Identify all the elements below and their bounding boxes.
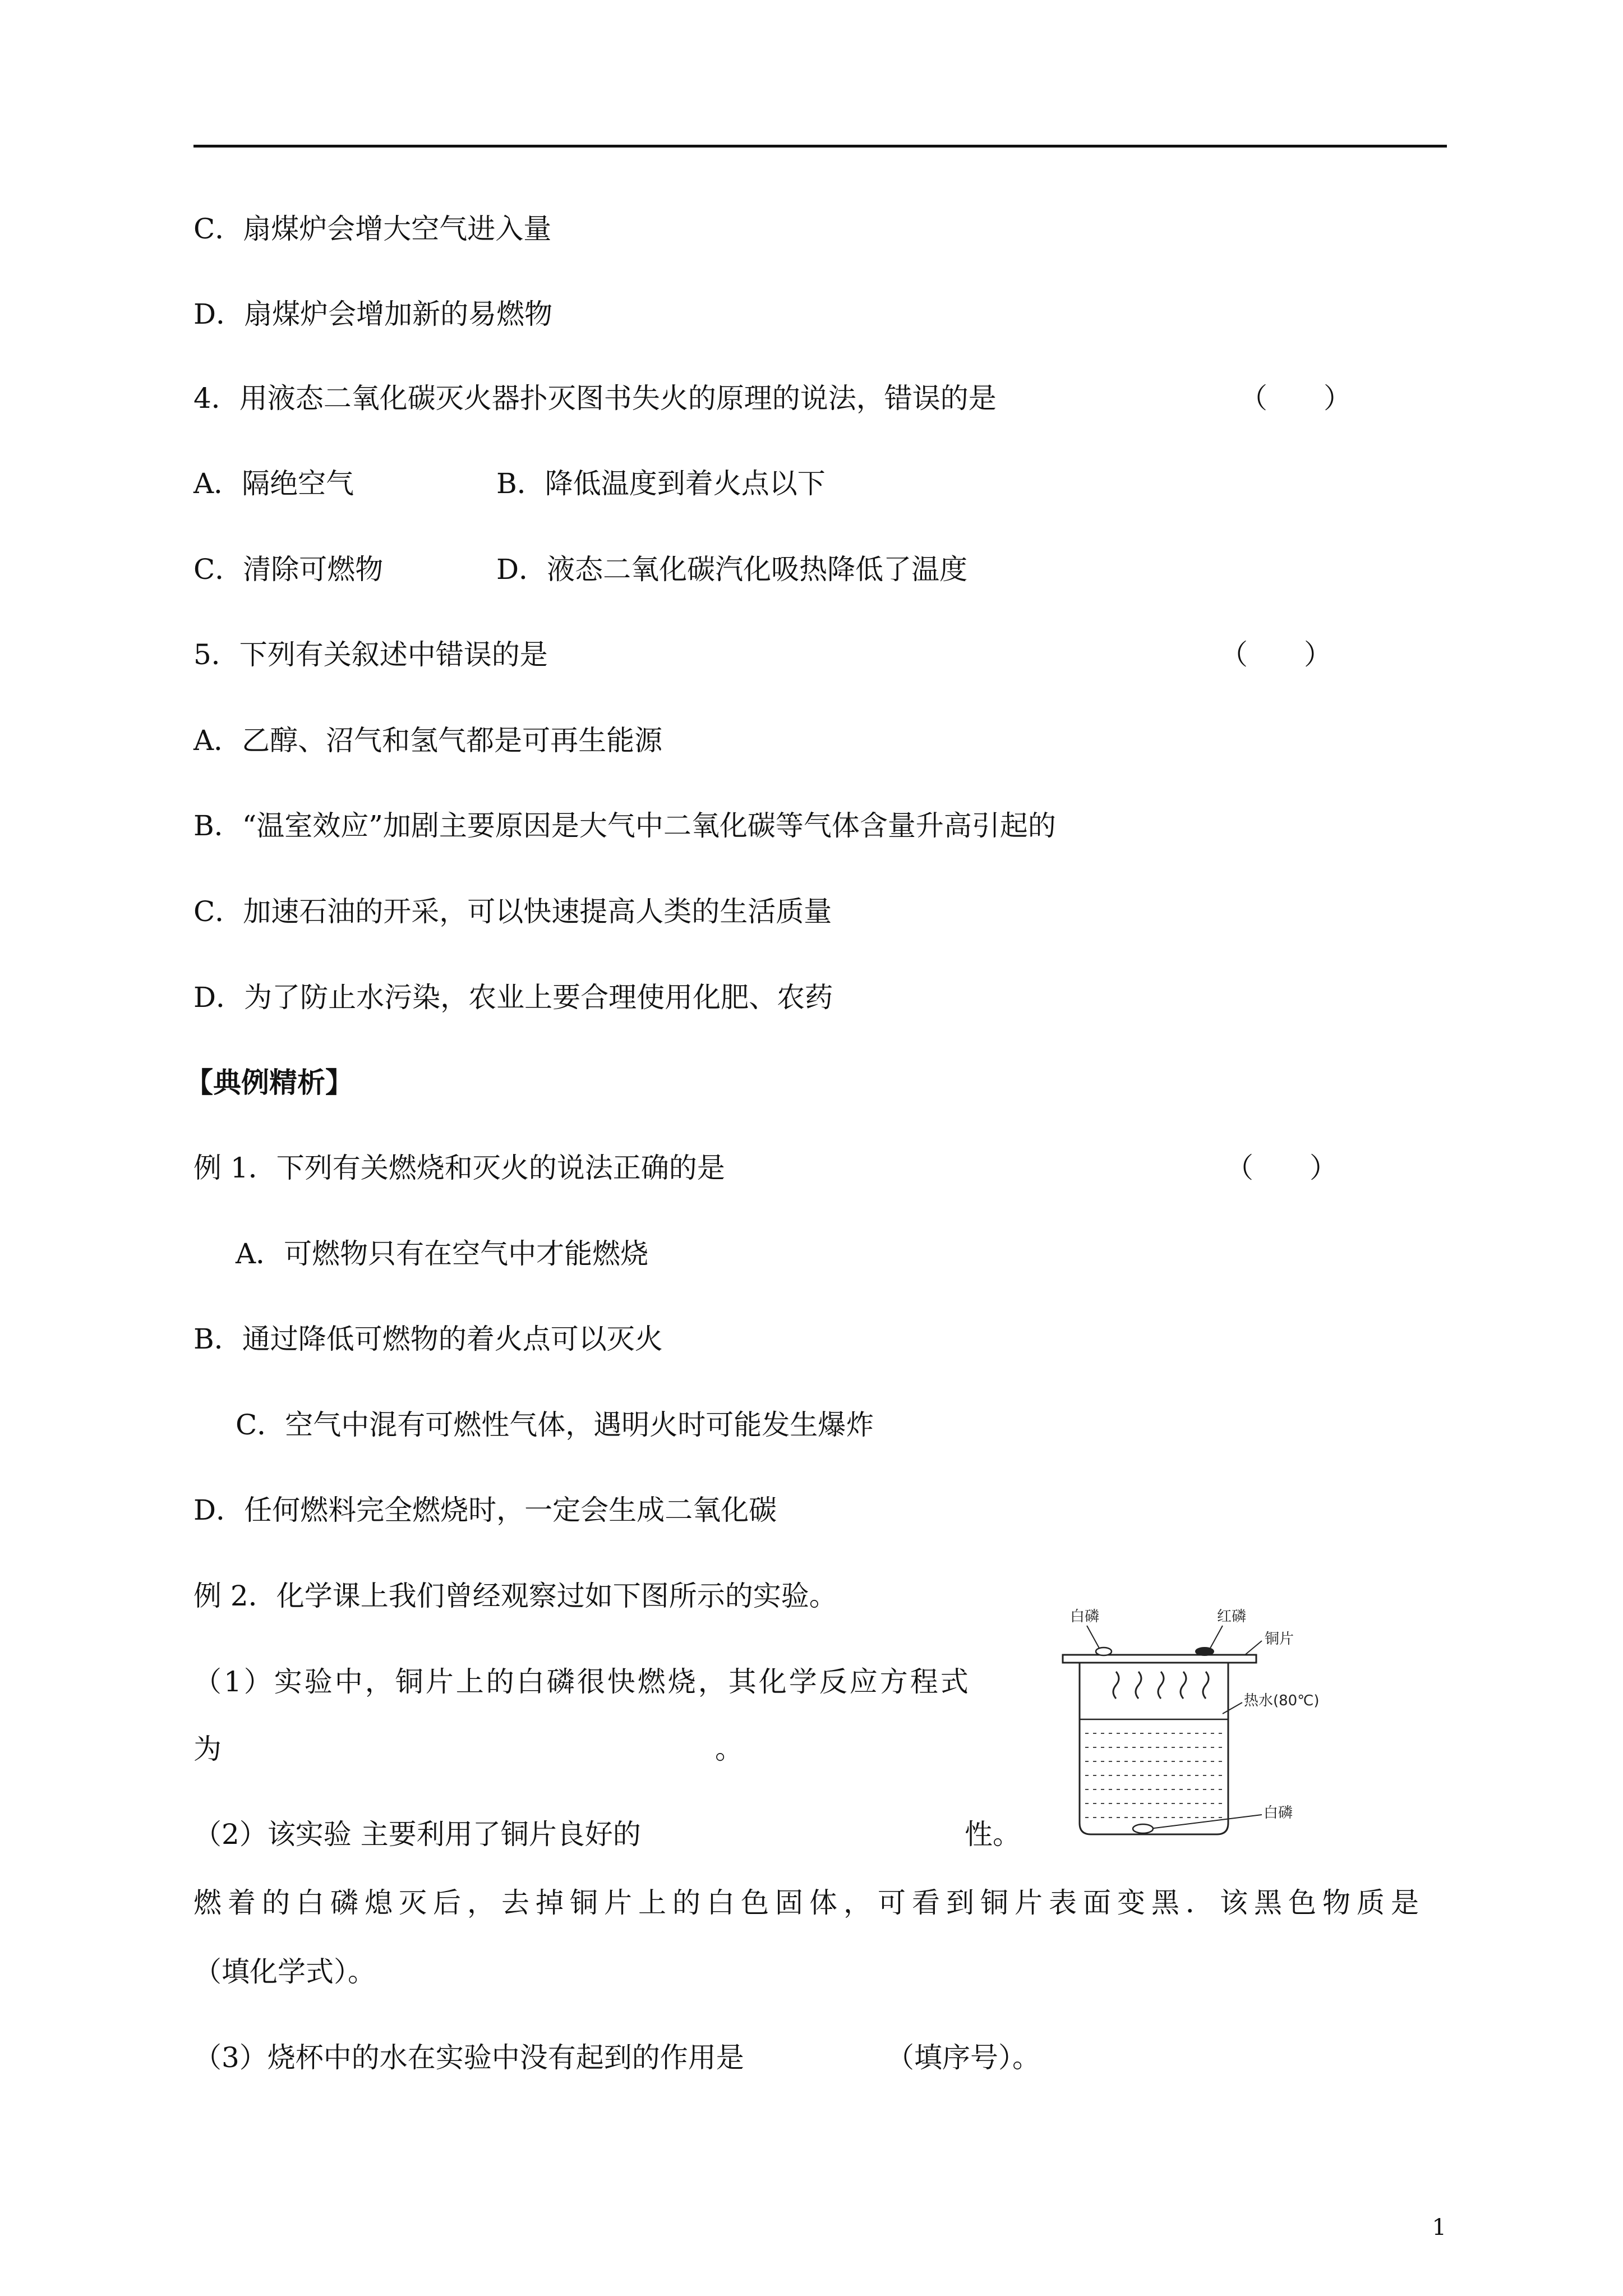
ex2-part-2-end: （填化学式）。 — [193, 1955, 376, 1988]
copper-sheet — [1063, 1655, 1256, 1663]
label-copper-sheet: 铜片 — [1265, 1631, 1294, 1648]
ex2-part-2-continuation: 燃着的白磷熄灭后，去掉铜片上的白色固体，可看到铜片表面变黑．该黑色物质是 — [193, 1887, 1425, 1919]
question-5-answer-blank: （ ） — [1220, 638, 1332, 671]
experiment-figure — [1054, 1599, 1320, 1857]
white-phosphorus-bottom — [1133, 1824, 1153, 1833]
q5-option-b: B．“温室效应”加剧主要原因是大气中二氧化碳等气体含量升高引起的 — [193, 809, 1056, 842]
q5-option-d: D．为了防止水污染，农业上要合理使用化肥、农药 — [193, 981, 833, 1014]
label-hot-water: 热水(80℃) — [1244, 1692, 1320, 1709]
ex1-option-c: C．空气中混有可燃性气体，遇明火时可能发生爆炸 — [236, 1409, 874, 1441]
example-1-answer-blank: （ ） — [1225, 1152, 1338, 1184]
q3-option-d: D．扇煤炉会增加新的易燃物 — [193, 298, 553, 330]
ex1-option-d: D．任何燃料完全燃烧时，一定会生成二氧化碳 — [193, 1494, 777, 1526]
section-heading: 【典例精析】 — [185, 1066, 353, 1099]
question-4-answer-blank: （ ） — [1239, 382, 1352, 415]
example-2: 例 2．化学课上我们曾经观察过如下图所示的实验。 — [193, 1580, 837, 1612]
ex2-part-3: （3）烧杯中的水在实验中没有起到的作用是 — [193, 2041, 744, 2074]
q4-option-b: B．降低温度到着火点以下 — [496, 467, 826, 500]
q5-option-a: A．乙醇、沼气和氢气都是可再生能源 — [193, 724, 663, 757]
label-white-phosphorus-bottom: 白磷 — [1264, 1805, 1293, 1821]
q4-option-c: C．清除可燃物 — [193, 553, 384, 586]
page-number: 1 — [1432, 2215, 1446, 2240]
ex2-part-3-suffix: （填序号）。 — [886, 2041, 1040, 2074]
ex2-part-1-prefix: 为 — [193, 1733, 222, 1765]
q4-option-a: A．隔绝空气 — [193, 467, 354, 500]
beaker — [1080, 1663, 1228, 1834]
label-red-phosphorus: 红磷 — [1217, 1608, 1247, 1625]
ex2-part-2: （2）该实验 主要利用了铜片良好的 — [193, 1818, 641, 1851]
ex2-part-2-suffix: 性。 — [965, 1818, 1021, 1851]
question-5: 5．下列有关叙述中错误的是 — [193, 638, 548, 671]
ex2-part-1-suffix: 。 — [715, 1733, 743, 1765]
label-white-phosphorus-top: 白磷 — [1070, 1608, 1100, 1625]
ex1-option-b: B．通过降低可燃物的着火点可以灭火 — [193, 1323, 663, 1355]
white-phosphorus-top — [1096, 1648, 1112, 1655]
q3-option-c: C．扇煤炉会增大空气进入量 — [193, 213, 552, 245]
q4-option-d: D．液态二氧化碳汽化吸热降低了温度 — [496, 553, 968, 586]
q5-option-c: C．加速石油的开采，可以快速提高人类的生活质量 — [193, 895, 832, 928]
red-phosphorus — [1196, 1648, 1214, 1655]
example-1: 例 1．下列有关燃烧和灭火的说法正确的是 — [193, 1152, 725, 1184]
question-4: 4．用液态二氧化碳灭火器扑灭图书失火的原理的说法，错误的是 — [193, 382, 997, 415]
ex1-option-a: A．可燃物只有在空气中才能燃烧 — [236, 1237, 649, 1270]
beaker-diagram — [1054, 1599, 1320, 1857]
header-rule — [193, 145, 1447, 148]
ex2-part-1: （1）实验中，铜片上的白磷很快燃烧，其化学反应方程式 — [193, 1665, 971, 1698]
